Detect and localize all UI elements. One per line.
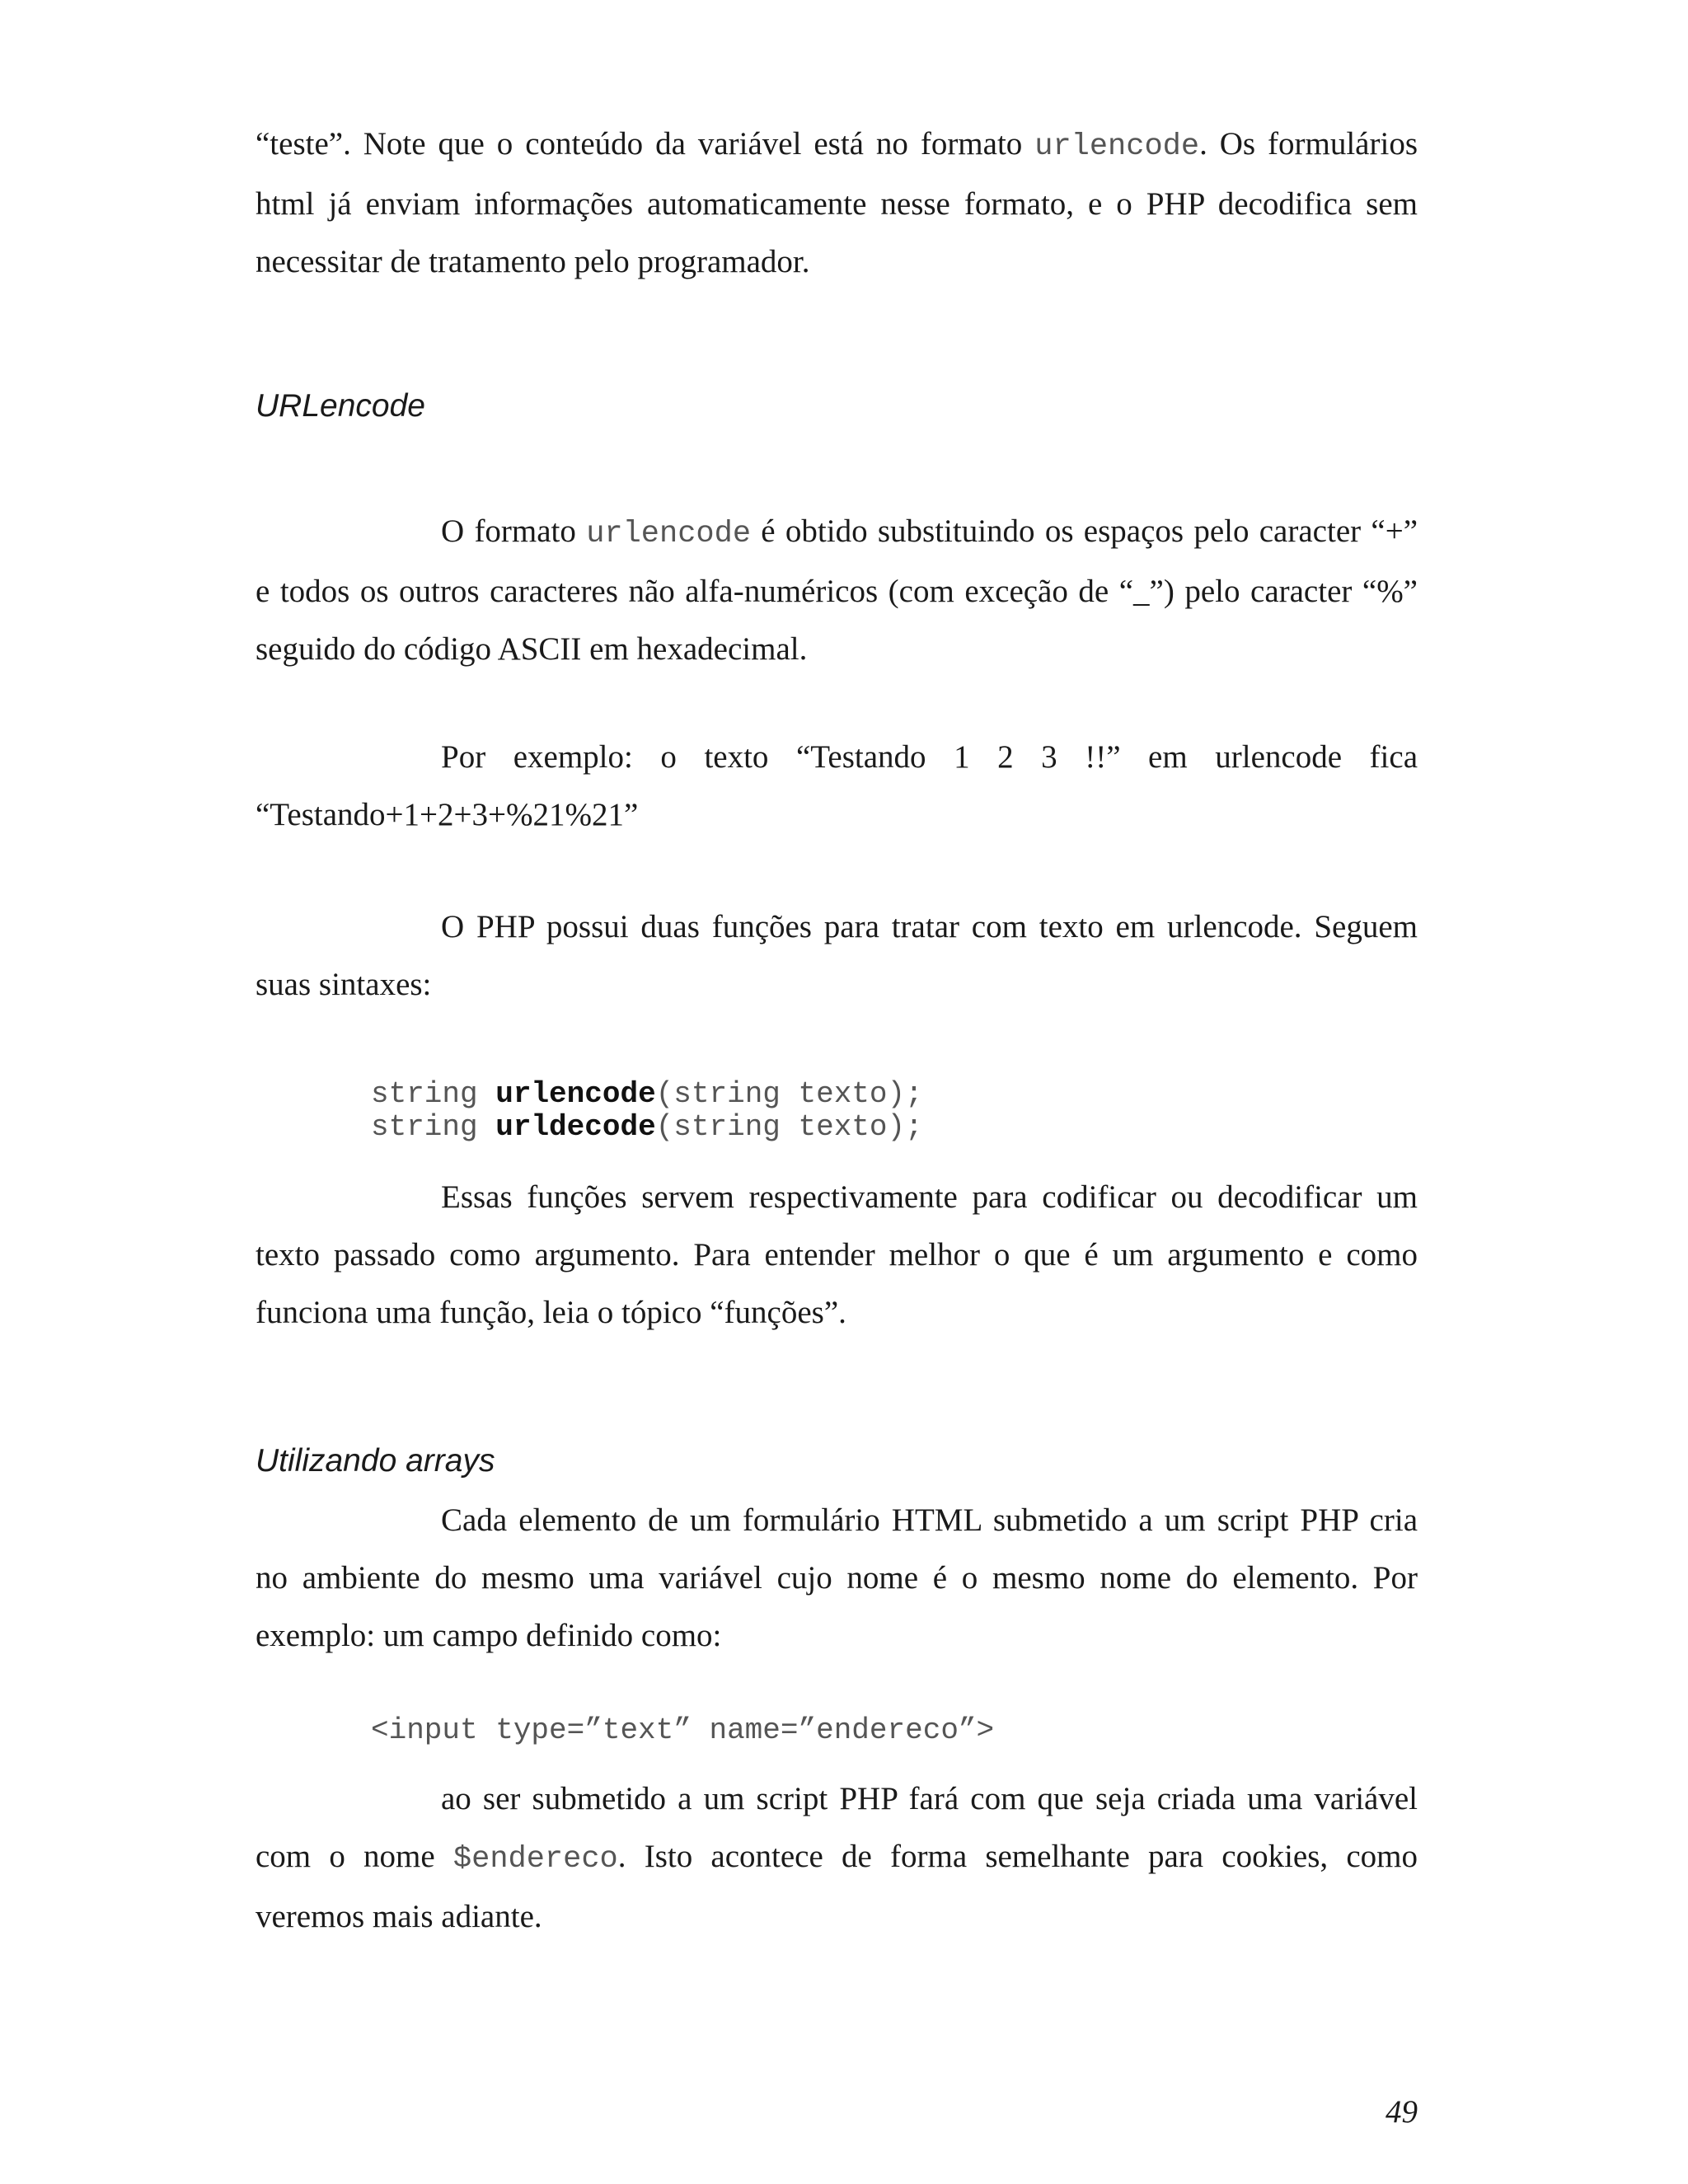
paragraph-example bbox=[256, 729, 1418, 844]
text-span: . Os formulários bbox=[1199, 126, 1418, 162]
paragraph-functions-intro bbox=[256, 898, 1418, 1014]
inline-code: urlencode bbox=[1034, 129, 1200, 164]
section-heading-urlencode: URLencode bbox=[256, 388, 425, 424]
code-args: (string texto); bbox=[655, 1077, 923, 1111]
code-block-syntax bbox=[371, 1078, 923, 1144]
code-args: (string texto); bbox=[655, 1110, 923, 1144]
code-line bbox=[371, 1077, 923, 1111]
paragraph-line: funciona uma função, leia o tópico “funções”. bbox=[256, 1295, 846, 1330]
paragraph-line: no ambiente do mesmo uma variável cujo nome é o mesmo nome do elemento. Por bbox=[256, 1560, 1418, 1596]
code-type: string bbox=[371, 1110, 496, 1144]
code-line bbox=[371, 1110, 923, 1144]
code-function-name: urldecode bbox=[495, 1110, 656, 1144]
section-heading-arrays: Utilizando arrays bbox=[256, 1443, 495, 1479]
paragraph-line: necessitar de tratamento pelo programador. bbox=[256, 244, 810, 279]
paragraph-arrays-intro bbox=[256, 1492, 1418, 1665]
paragraph-line: texto passado como argumento. Para entender melhor o que é um argumento e como bbox=[256, 1237, 1418, 1272]
paragraph-line bbox=[256, 1828, 1418, 1888]
paragraph-line: “Testando+1+2+3+%21%21” bbox=[256, 797, 639, 832]
paragraph-line: Por exemplo: o texto “Testando 1 2 3 !!” em urlencode fica bbox=[441, 739, 1418, 775]
paragraph-urlencode-definition bbox=[256, 503, 1418, 678]
code-type: string bbox=[371, 1077, 496, 1111]
paragraph-line: seguido do código ASCII em hexadecimal. bbox=[256, 631, 808, 667]
text-span: com o nome bbox=[256, 1839, 453, 1874]
paragraph-line bbox=[256, 503, 1418, 563]
paragraph-line: e todos os outros caracteres não alfa-numéricos (com exceção de “_”) pelo caracter “%” bbox=[256, 574, 1418, 609]
text-span: “teste”. Note que o conteúdo da variável está no formato bbox=[256, 126, 1035, 162]
code-function-name: urlencode bbox=[495, 1077, 656, 1111]
paragraph-functions-usage bbox=[256, 1169, 1418, 1342]
paragraph-line: exemplo: um campo definido como: bbox=[256, 1618, 722, 1653]
inline-code: $endereco bbox=[452, 1842, 618, 1877]
paragraph-variable-creation bbox=[256, 1770, 1418, 1946]
text-span: é obtido substituindo os espaços pelo caracter “+” bbox=[751, 513, 1418, 549]
text-span: O formato bbox=[441, 513, 587, 549]
paragraph-line: html já enviam informações automaticamente nesse formato, e o PHP decodifica sem bbox=[256, 186, 1418, 222]
paragraph-line bbox=[256, 115, 1418, 176]
inline-code: urlencode bbox=[586, 517, 752, 551]
paragraph-line: Essas funções servem respectivamente para codificar ou decodificar um bbox=[441, 1179, 1418, 1215]
text-span: . Isto acontece de forma semelhante para cookies, como bbox=[617, 1839, 1418, 1874]
paragraph-line: Cada elemento de um formulário HTML submetido a um script PHP cria bbox=[441, 1502, 1418, 1538]
page-number: 49 bbox=[1386, 2094, 1418, 2130]
paragraph-line: ao ser submetido a um script PHP fará com que seja criada uma variável bbox=[441, 1781, 1418, 1816]
paragraph-intro bbox=[256, 115, 1418, 291]
code-block-input-example: <input type=”text” name=”endereco”> bbox=[371, 1713, 995, 1747]
paragraph-line: suas sintaxes: bbox=[256, 967, 432, 1002]
document-page bbox=[256, 0, 1418, 2184]
paragraph-line: veremos mais adiante. bbox=[256, 1899, 542, 1934]
paragraph-line: O PHP possui duas funções para tratar com texto em urlencode. Seguem bbox=[441, 909, 1418, 944]
